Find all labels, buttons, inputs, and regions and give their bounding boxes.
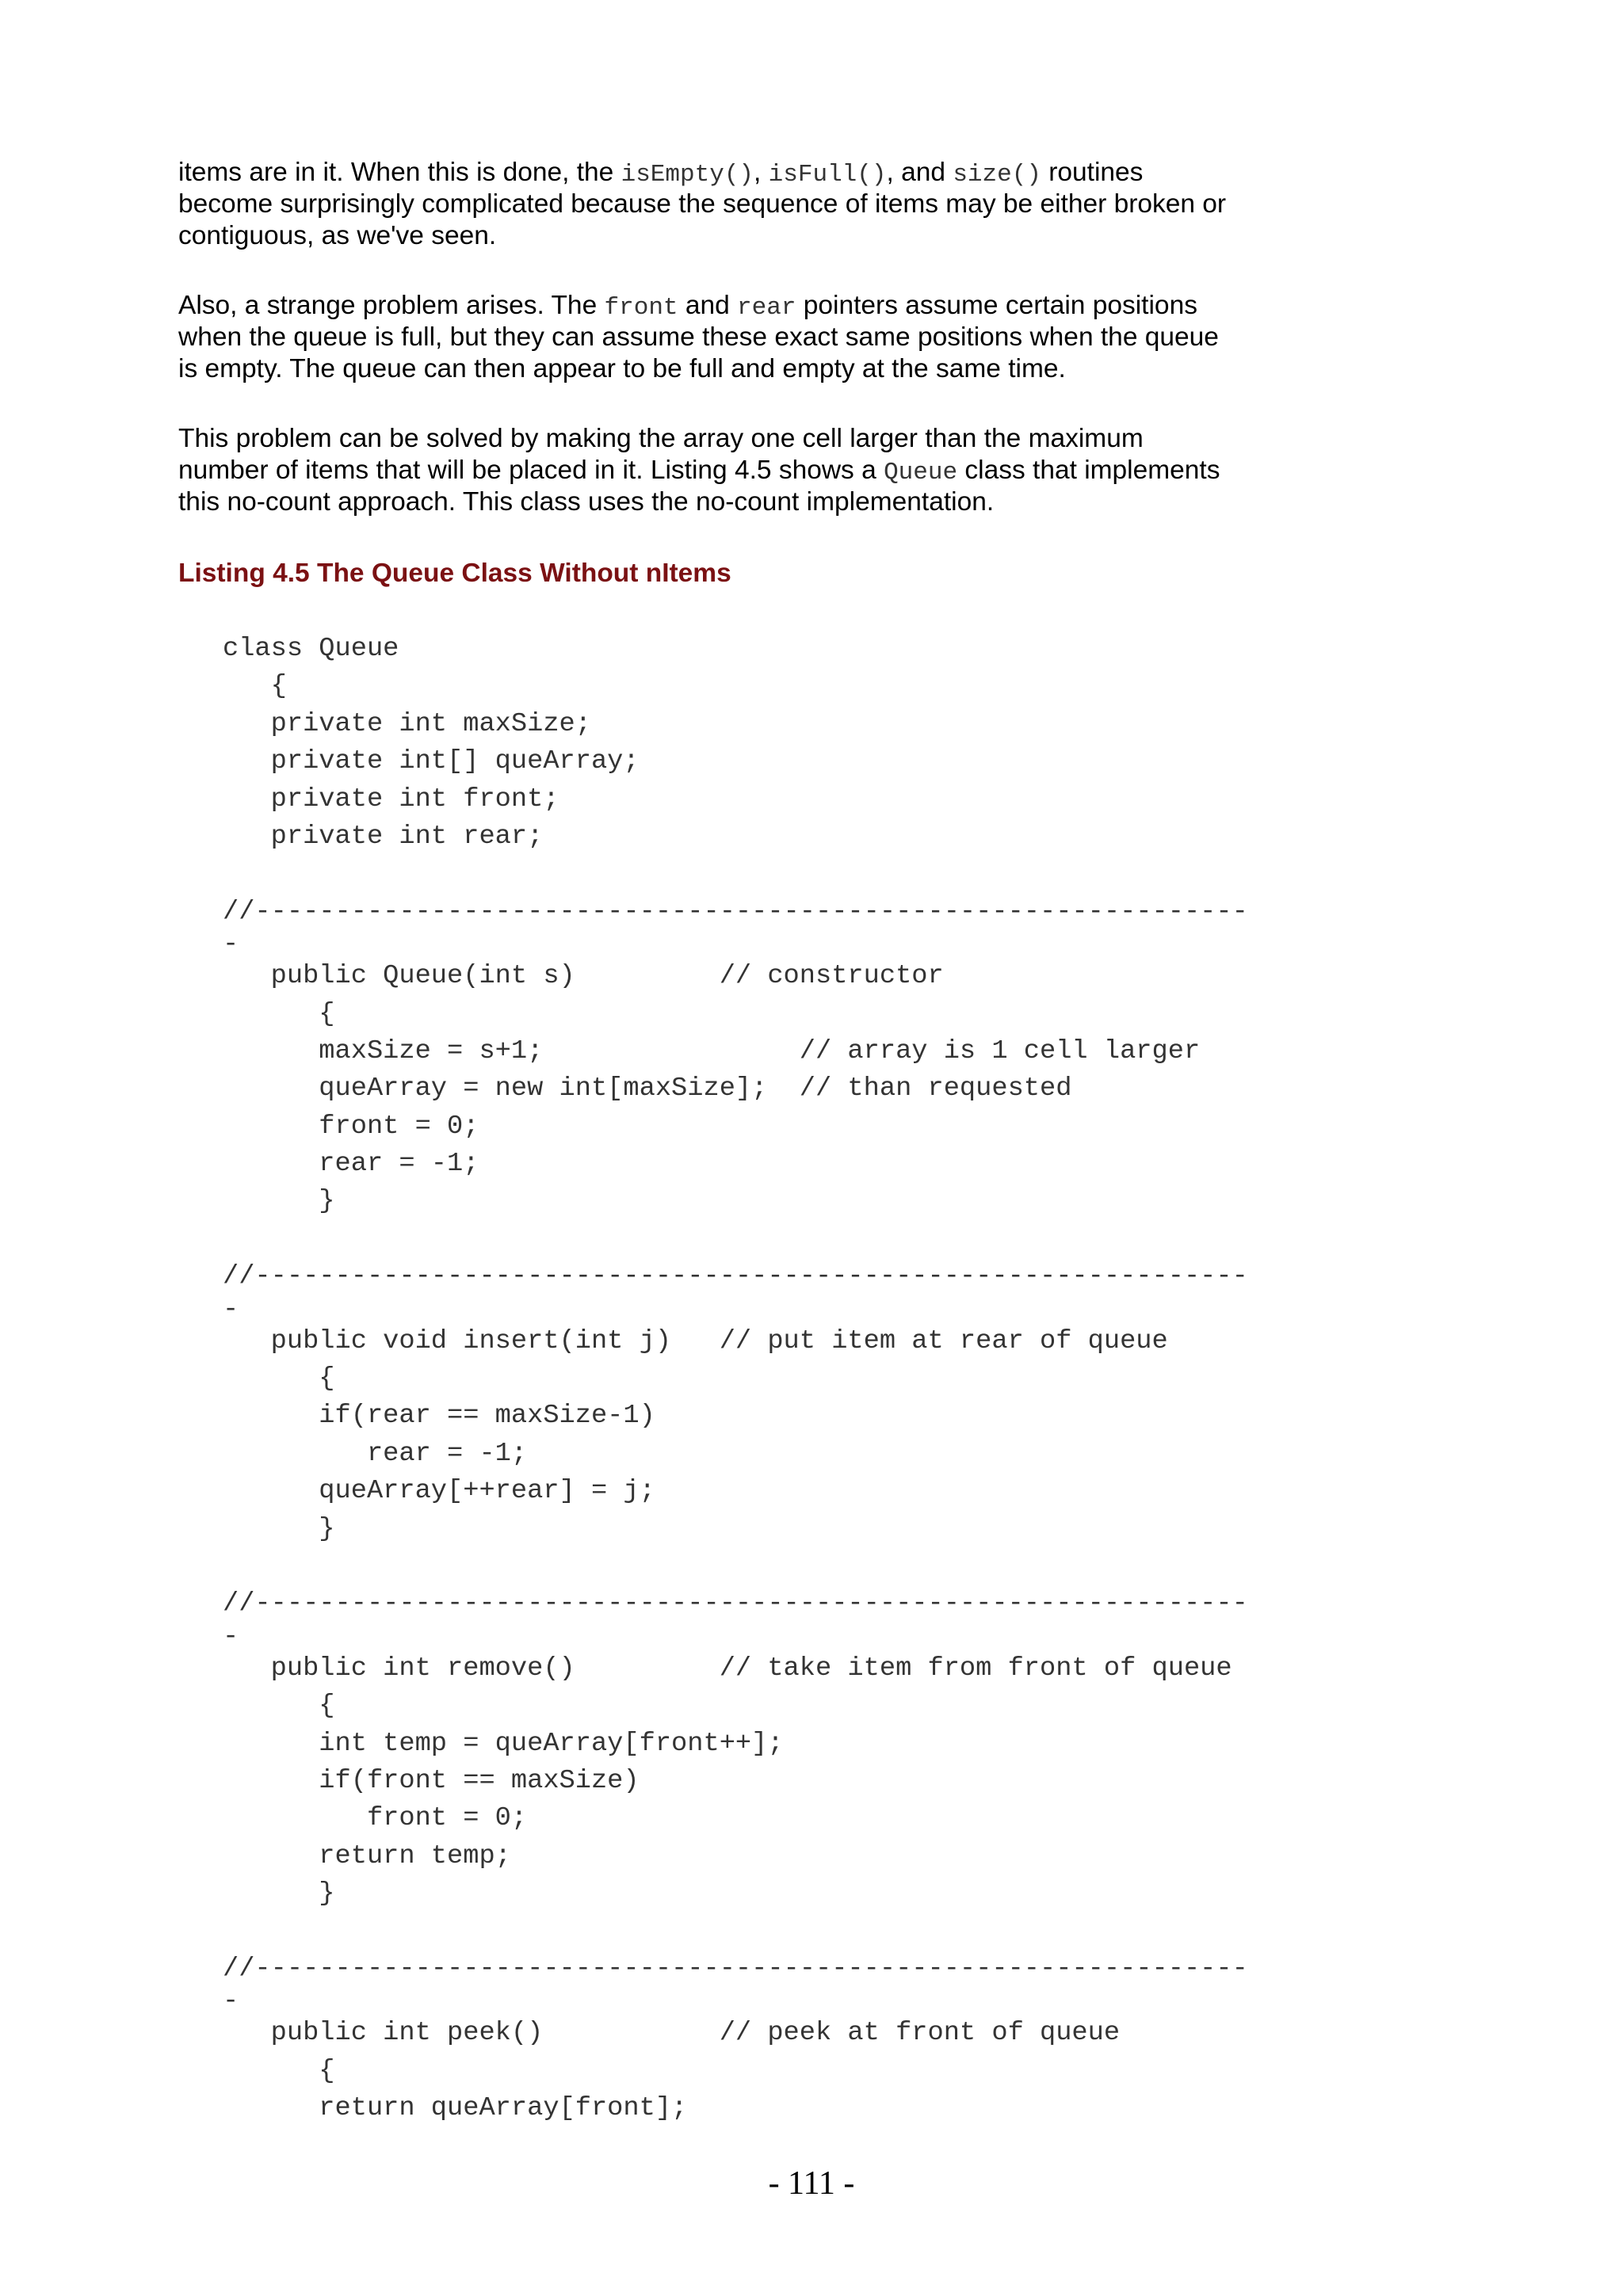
text-run: pointers assume certain positions (796, 291, 1197, 320)
code-line: - (223, 1986, 239, 2017)
code-line: - (223, 929, 239, 960)
code-line: public Queue(int s) // constructor (223, 961, 944, 992)
inline-code-size: size() (953, 161, 1041, 189)
inline-code-queue: Queue (884, 459, 958, 486)
text-run: items are in it. When this is done, the (178, 158, 621, 187)
code-line: //-------------------------------------------------------------- (223, 1261, 1248, 1292)
code-line: maxSize = s+1; // array is 1 cell larger (223, 1035, 1201, 1066)
code-line: public void insert(int j) // put item at rear of queue (223, 1325, 1168, 1356)
code-line: return temp; (223, 1840, 511, 1871)
paragraph-1-line-1 (178, 157, 1288, 189)
code-line: queArray = new int[maxSize]; // than requested (223, 1074, 1072, 1104)
code-line (223, 1913, 1248, 1951)
page-number: - 111 - (768, 2165, 855, 2202)
text-run: and (678, 291, 738, 320)
code-line: private int maxSize; (223, 708, 591, 739)
code-line: private int front; (223, 784, 559, 814)
code-line: class Queue (223, 634, 399, 664)
paragraph-3-line-3: this no-count approach. This class uses the no-count implementation. (178, 487, 995, 517)
code-line: { (223, 1691, 335, 1722)
code-line: - (223, 1294, 239, 1325)
text-run: , and (886, 158, 953, 187)
code-line: public int remove() // take item from front of queue (223, 1653, 1232, 1684)
paragraph-2-line-1 (178, 290, 1288, 322)
code-line: front = 0; (223, 1111, 479, 1142)
code-line: { (223, 671, 287, 702)
code-line: if(rear == maxSize-1) (223, 1401, 655, 1432)
inline-code-rear: rear (737, 294, 796, 322)
code-line: //-------------------------------------------------------------- (223, 896, 1248, 927)
code-line: { (223, 2055, 335, 2086)
code-line: front = 0; (223, 1803, 528, 1834)
inline-code-front: front (604, 294, 678, 322)
text-run: class that implements (957, 456, 1220, 485)
listing-heading: Listing 4.5 The Queue Class Without nItems (178, 559, 731, 588)
paragraph-3-line-2 (178, 455, 1288, 486)
code-line (223, 1548, 1248, 1585)
code-line: public int peek() // peek at front of queue (223, 2018, 1121, 2049)
inline-code-isempty: isEmpty() (621, 161, 754, 189)
code-line: if(front == maxSize) (223, 1765, 640, 1796)
code-line: { (223, 1363, 335, 1394)
code-line (223, 1221, 1248, 1258)
code-line: rear = -1; (223, 1438, 528, 1469)
paragraph-2 (178, 290, 1288, 385)
code-line: - (223, 1621, 239, 1652)
code-listing (223, 631, 1248, 2127)
paragraph-2-line-3: is empty. The queue can then appear to be full and empty at the same time. (178, 354, 1066, 383)
paragraph-3 (178, 423, 1288, 518)
code-line (223, 856, 1248, 893)
inline-code-isfull: isFull() (768, 161, 887, 189)
code-line: //-------------------------------------------------------------- (223, 1953, 1248, 1984)
code-line: { (223, 998, 335, 1029)
paragraph-1-line-3: contiguous, as we've seen. (178, 221, 497, 250)
code-line: } (223, 1878, 335, 1909)
paragraph-3-line-1: This problem can be solved by making the array one cell larger than the maximum (178, 424, 1144, 453)
text-run: Also, a strange problem arises. The (178, 291, 605, 320)
paragraph-1-line-2: become surprisingly complicated because the sequence of items may be either broken or (178, 189, 1227, 219)
text-run: , (754, 158, 769, 187)
code-line: int temp = queArray[front++]; (223, 1728, 784, 1759)
code-line: } (223, 1513, 335, 1544)
code-line: //-------------------------------------------------------------- (223, 1589, 1248, 1619)
code-line: queArray[++rear] = j; (223, 1476, 655, 1507)
paragraph-1 (178, 157, 1288, 252)
code-line: return queArray[front]; (223, 2093, 688, 2124)
text-run: number of items that will be placed in it. Listing 4.5 shows a (178, 456, 884, 485)
code-line: private int rear; (223, 821, 544, 852)
code-line: rear = -1; (223, 1149, 479, 1180)
code-line: } (223, 1186, 335, 1217)
text-run: routines (1041, 158, 1144, 187)
paragraph-2-line-2: when the queue is full, but they can assume these exact same positions when the queue (178, 322, 1219, 352)
code-line: private int[] queArray; (223, 746, 640, 777)
